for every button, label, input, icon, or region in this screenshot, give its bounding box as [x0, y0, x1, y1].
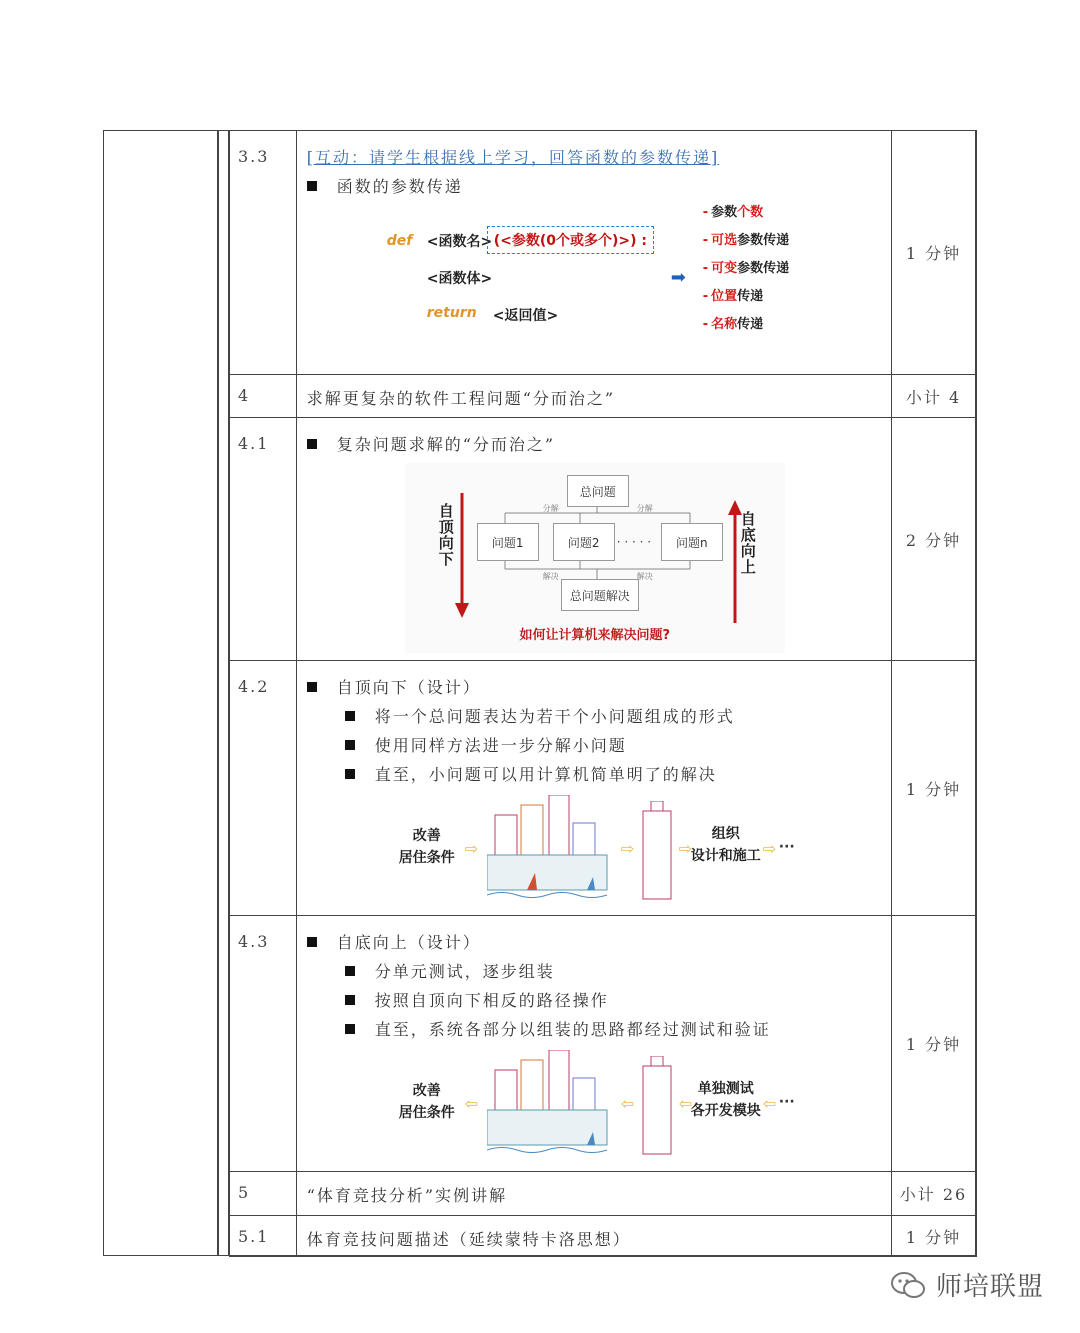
top-down-label: 自顶向下 [438, 502, 454, 568]
row-number: 5 [230, 1172, 297, 1216]
right-label: 组织 设计和施工 [690, 826, 761, 864]
bottom-up-label: 自底向上 [740, 510, 756, 576]
watermark-text: 师培联盟 [936, 1272, 1045, 1302]
solved-label: 解决 [636, 572, 653, 581]
square-bullet-icon [307, 439, 317, 449]
arrow-right-icon: ➡ [670, 267, 686, 288]
sub-bullet-item: 分单元测试，逐步组装 [345, 959, 881, 982]
wechat-icon [890, 1270, 926, 1300]
function-name: <函数名> [426, 234, 493, 250]
square-bullet-icon [345, 740, 355, 750]
bullet-item [307, 675, 881, 698]
table-row [230, 916, 977, 1172]
more-indicator: ··· [778, 839, 795, 855]
city-skyline-image [487, 1050, 617, 1170]
bullet-text: 函数的参数传递 [336, 177, 463, 196]
row-number: 4.2 [230, 661, 297, 916]
row-time: 1 分钟 [892, 131, 977, 375]
row-content [296, 131, 891, 375]
table-row [230, 418, 977, 661]
solved-label: 解决 [542, 572, 559, 581]
arrow-left-icon: ⇦ [678, 1094, 693, 1113]
question-caption: 如何让计算机来解决问题? [519, 628, 671, 643]
interaction-link[interactable]: [互动：请学生根据线上学习，回答函数的参数传递] [306, 148, 720, 167]
city-test-illustration [399, 1050, 799, 1170]
list-item: - 参数个数 [702, 205, 764, 220]
square-bullet-icon [345, 995, 355, 1005]
left-column [103, 130, 219, 1256]
row-content: “体育竞技分析”实例讲解 [296, 1172, 891, 1216]
row-time: 1 分钟 [892, 1216, 977, 1257]
list-item: - 可选参数传递 [702, 233, 790, 248]
sub-bullet-item: 直至，系统各部分以组装的思路都经过测试和验证 [345, 1017, 881, 1040]
right-label: 单独测试 各开发模块 [690, 1081, 761, 1119]
ellipsis: · · · · · [616, 535, 652, 549]
return-value: <返回值> [492, 308, 559, 324]
param-passing-list [703, 199, 789, 339]
arrow-left-icon: ⇦ [620, 1094, 635, 1113]
subproblem-box: 问题2 [553, 523, 615, 561]
split-label: 分解 [636, 504, 653, 513]
row-time: 小计 26 [892, 1172, 977, 1216]
row-number: 4.1 [230, 418, 297, 661]
watermark [890, 1266, 1044, 1303]
solution-box: 总问题解决 [561, 579, 639, 611]
row-time: 1 分钟 [892, 916, 977, 1172]
city-skyline-image [487, 795, 617, 915]
row-content: 求解更复杂的软件工程问题“分而治之” [296, 375, 891, 418]
bullet-text: 自顶向下（设计） [336, 678, 481, 697]
sub-bullet-item: 直至，小问题可以用计算机简单明了的解决 [345, 762, 881, 785]
row-number: 4.3 [230, 916, 297, 1172]
row-content [296, 418, 891, 661]
row-time: 小计 4 [892, 375, 977, 418]
left-label: 改善 居住条件 [398, 828, 455, 866]
table-row [230, 375, 977, 418]
row-number: 3.3 [230, 131, 297, 375]
list-item: - 名称传递 [702, 317, 764, 332]
row-number: 5.1 [230, 1216, 297, 1257]
square-bullet-icon [307, 682, 317, 692]
arrow-left-icon: ⇦ [464, 1094, 479, 1113]
split-label: 分解 [542, 504, 559, 513]
table-row [230, 131, 977, 375]
table-row [230, 661, 977, 916]
bullet-text: 复杂问题求解的“分而治之” [336, 435, 556, 454]
left-label: 改善 居住条件 [398, 1083, 455, 1121]
list-item: - 可变参数传递 [702, 261, 790, 276]
table-row [230, 1172, 977, 1216]
row-number: 4 [230, 375, 297, 418]
list-item: - 位置传递 [702, 289, 764, 304]
function-definition-figure [377, 205, 797, 355]
row-content [296, 661, 891, 916]
function-body: <函数体> [426, 271, 493, 287]
more-indicator: ··· [778, 1094, 795, 1110]
city-design-illustration [399, 795, 799, 915]
bullet-item [307, 930, 881, 953]
square-bullet-icon [345, 711, 355, 721]
row-time: 2 分钟 [892, 418, 977, 661]
bullet-text: 自底向上（设计） [336, 933, 481, 952]
arrow-left-icon: ⇦ [762, 1094, 777, 1113]
spacer-column [219, 130, 229, 1256]
arrow-right-icon: ⇨ [762, 839, 777, 858]
arrow-right-icon: ⇨ [620, 839, 635, 858]
subproblem-box: 问题1 [477, 523, 539, 561]
sub-bullet-item: 将一个总问题表达为若干个小问题组成的形式 [345, 704, 881, 727]
square-bullet-icon [345, 966, 355, 976]
tower-image [639, 1056, 675, 1156]
row-time: 1 分钟 [892, 661, 977, 916]
sub-bullet-item: 使用同样方法进一步分解小问题 [345, 733, 881, 756]
square-bullet-icon [307, 937, 317, 947]
square-bullet-icon [345, 769, 355, 779]
row-content: 体育竞技问题描述（延续蒙特卡洛思想） [296, 1216, 891, 1257]
row-content [296, 916, 891, 1172]
subproblem-box: 问题n [661, 523, 723, 561]
square-bullet-icon [345, 1024, 355, 1034]
tower-image [639, 801, 675, 901]
table-row [230, 1216, 977, 1257]
arrow-right-icon: ⇨ [464, 839, 479, 858]
arrow-right-icon: ⇨ [678, 839, 693, 858]
bullet-item [307, 432, 881, 455]
divide-conquer-diagram [405, 463, 785, 653]
total-problem-box: 总问题 [567, 475, 629, 507]
function-params: (<参数(0个或多个)>) : [487, 226, 654, 254]
return-keyword: return [426, 305, 477, 321]
def-keyword: def [386, 233, 413, 249]
lesson-plan-table [229, 130, 977, 1257]
square-bullet-icon [307, 181, 317, 191]
bullet-item [307, 174, 881, 197]
sub-bullet-item: 按照自顶向下相反的路径操作 [345, 988, 881, 1011]
